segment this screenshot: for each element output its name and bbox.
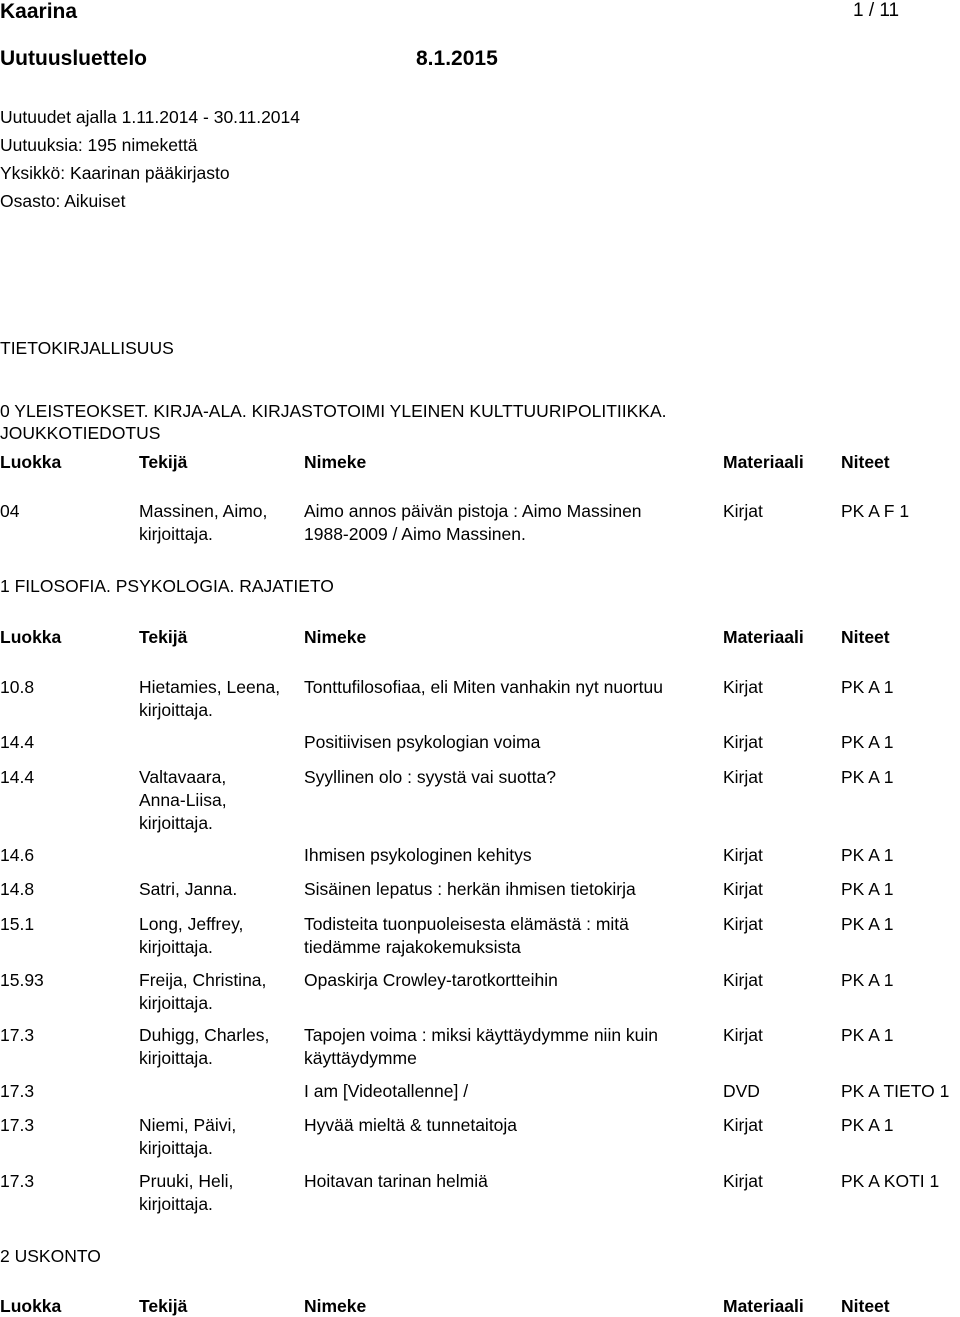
cell-tekija-role: kirjoittaja. <box>139 524 213 544</box>
cell-tekija-cont: kirjoittaja. <box>139 937 213 957</box>
col-nimeke: Nimeke <box>304 452 367 472</box>
cell-materiaali: Kirjat <box>723 1025 763 1045</box>
cell-luokka: 14.4 <box>0 732 35 752</box>
cell-niteet: PK A 1 <box>841 914 894 934</box>
cell-luokka: 04 <box>0 501 20 521</box>
cell-niteet: PK A 1 <box>841 845 894 865</box>
cell-niteet: PK A 1 <box>841 677 894 697</box>
cell-niteet: PK A F 1 <box>841 501 910 521</box>
cell-tekija-cont: kirjoittaja. <box>139 1138 213 1158</box>
cell-tekija: Valtavaara, <box>139 767 227 787</box>
col-niteet: Niteet <box>841 452 890 472</box>
cell-niteet: PK A 1 <box>841 970 894 990</box>
cell-materiaali: Kirjat <box>723 767 763 787</box>
cell-nimeke: Sisäinen lepatus : herkän ihmisen tietokirja <box>304 879 636 899</box>
cell-materiaali: Kirjat <box>723 677 763 697</box>
cell-materiaali: Kirjat <box>723 879 763 899</box>
cell-niteet: PK A 1 <box>841 1025 894 1045</box>
cell-luokka: 14.8 <box>0 879 35 899</box>
page-number: 1 / 11 <box>853 0 900 21</box>
cell-luokka: 15.93 <box>0 970 44 990</box>
cell-luokka: 17.3 <box>0 1171 35 1191</box>
meta-department: Osasto: Aikuiset <box>0 191 126 211</box>
cell-nimeke: I am [Videotallenne] / <box>304 1081 469 1101</box>
cell-niteet: PK A 1 <box>841 767 894 787</box>
cell-materiaali: Kirjat <box>723 1115 763 1135</box>
cell-nimeke-cont: käyttäydymme <box>304 1048 417 1068</box>
col-niteet: Niteet <box>841 1296 890 1316</box>
cell-nimeke: Hoitavan tarinan helmiä <box>304 1171 488 1191</box>
col-tekija: Tekijä <box>139 627 188 647</box>
cell-nimeke: Positiivisen psykologian voima <box>304 732 541 752</box>
cell-tekija: Satri, Janna. <box>139 879 238 899</box>
cell-niteet: PK A TIETO 1 <box>841 1081 950 1101</box>
col-niteet: Niteet <box>841 627 890 647</box>
cell-tekija-cont: Anna-Liisa, <box>139 790 227 810</box>
cell-niteet: PK A 1 <box>841 879 894 899</box>
section-heading: 0 YLEISTEOKSET. KIRJA-ALA. KIRJASTOTOIMI YLEINEN KULTTUURIPOLITIIKKA. <box>0 401 667 421</box>
section-heading: 1 FILOSOFIA. PSYKOLOGIA. RAJATIETO <box>0 576 334 596</box>
col-materiaali: Materiaali <box>723 1296 804 1316</box>
list-date: 8.1.2015 <box>416 47 498 70</box>
meta-period: Uutuudet ajalla 1.11.2014 - 30.11.2014 <box>0 107 301 127</box>
cell-nimeke: Opaskirja Crowley-tarotkortteihin <box>304 970 558 990</box>
col-materiaali: Materiaali <box>723 627 804 647</box>
cell-tekija: Hietamies, Leena, <box>139 677 281 697</box>
col-nimeke: Nimeke <box>304 627 367 647</box>
cell-tekija-cont: kirjoittaja. <box>139 1194 213 1214</box>
col-luokka: Luokka <box>0 627 62 647</box>
cell-nimeke: Tonttufilosofiaa, eli Miten vanhakin nyt nuortuu <box>304 677 663 697</box>
cell-nimeke: Todisteita tuonpuoleisesta elämästä : mitä <box>304 914 629 934</box>
cell-luokka: 15.1 <box>0 914 35 934</box>
cell-nimeke-cont: 1988-2009 / Aimo Massinen. <box>304 524 526 544</box>
section-heading: 2 USKONTO <box>0 1246 101 1266</box>
cell-niteet: PK A 1 <box>841 732 894 752</box>
cell-luokka: 17.3 <box>0 1115 35 1135</box>
col-tekija: Tekijä <box>139 1296 188 1316</box>
cell-tekija-cont: kirjoittaja. <box>139 1048 213 1068</box>
cell-tekija-cont: kirjoittaja. <box>139 700 213 720</box>
cell-materiaali: Kirjat <box>723 732 763 752</box>
cell-materiaali: Kirjat <box>723 914 763 934</box>
list-title: Uutuusluettelo <box>0 47 147 70</box>
cell-luokka: 10.8 <box>0 677 35 697</box>
meta-unit: Yksikkö: Kaarinan pääkirjasto <box>0 163 230 183</box>
cell-nimeke: Ihmisen psykologinen kehitys <box>304 845 532 865</box>
cell-luokka: 17.3 <box>0 1025 35 1045</box>
cell-tekija: Pruuki, Heli, <box>139 1171 234 1191</box>
cell-nimeke-cont: tiedämme rajakokemuksista <box>304 937 521 957</box>
cell-materiaali: Kirjat <box>723 970 763 990</box>
cell-nimeke: Tapojen voima : miksi käyttäydymme niin kuin <box>304 1025 659 1045</box>
cell-niteet: PK A KOTI 1 <box>841 1171 940 1191</box>
cell-niteet: PK A 1 <box>841 1115 894 1135</box>
cell-tekija: Massinen, Aimo, <box>139 501 268 521</box>
cell-nimeke: Aimo annos päivän pistoja : Aimo Massinen <box>304 501 642 521</box>
cell-luokka: 17.3 <box>0 1081 35 1101</box>
cell-nimeke: Hyvää mieltä & tunnetaitoja <box>304 1115 518 1135</box>
cell-tekija: Long, Jeffrey, <box>139 914 244 934</box>
col-nimeke: Nimeke <box>304 1296 367 1316</box>
library-name: Kaarina <box>0 0 78 23</box>
col-materiaali: Materiaali <box>723 452 804 472</box>
cell-tekija: Niemi, Päivi, <box>139 1115 237 1135</box>
section-heading-cont: JOUKKOTIEDOTUS <box>0 423 161 443</box>
meta-count: Uutuuksia: 195 nimekettä <box>0 135 198 155</box>
col-luokka: Luokka <box>0 452 62 472</box>
cell-materiaali: Kirjat <box>723 845 763 865</box>
cell-luokka: 14.6 <box>0 845 35 865</box>
col-tekija: Tekijä <box>139 452 188 472</box>
cell-materiaali: DVD <box>723 1081 760 1101</box>
col-luokka: Luokka <box>0 1296 62 1316</box>
cell-materiaali: Kirjat <box>723 501 763 521</box>
cell-tekija: Duhigg, Charles, <box>139 1025 270 1045</box>
category-heading: TIETOKIRJALLISUUS <box>0 338 174 358</box>
cell-tekija-cont: kirjoittaja. <box>139 813 213 833</box>
cell-luokka: 14.4 <box>0 767 35 787</box>
cell-tekija: Freija, Christina, <box>139 970 267 990</box>
cell-materiaali: Kirjat <box>723 1171 763 1191</box>
cell-nimeke: Syyllinen olo : syystä vai suotta? <box>304 767 556 787</box>
cell-tekija-cont: kirjoittaja. <box>139 993 213 1013</box>
